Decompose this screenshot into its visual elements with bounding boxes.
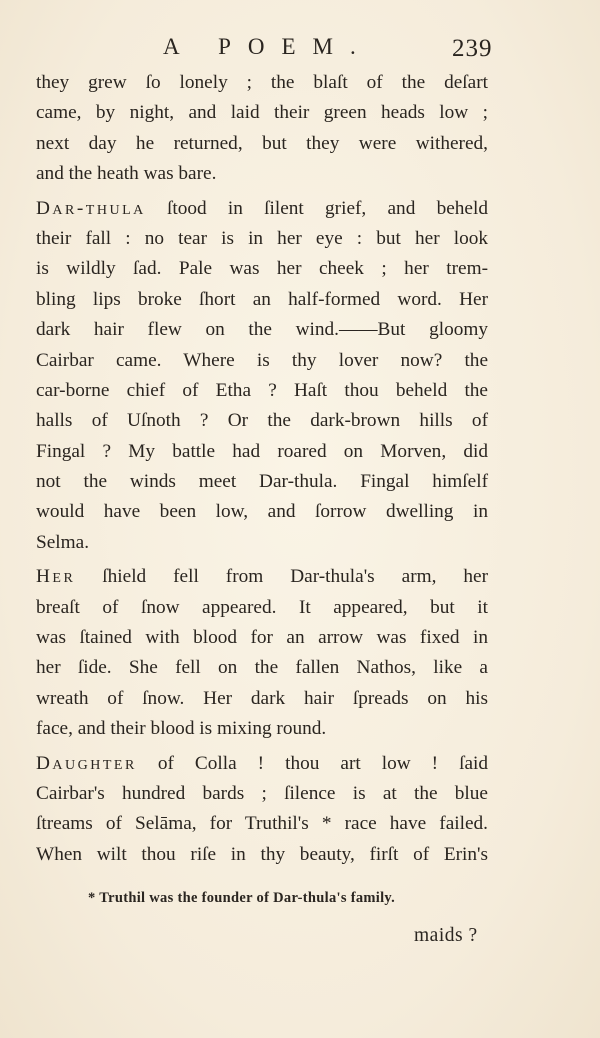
text-line: they grew ſo lonely ; the blaſt of the deſart	[36, 72, 488, 93]
text-line: is wildly ſad. Pale was her cheek ; her trem-	[36, 258, 488, 280]
text-line: came, by night, and laid their green heads low ;	[36, 102, 488, 124]
text-line: Cairbar came. Where is thy lover now? the	[36, 349, 488, 371]
text-line: was ſtained with blood for an arrow was fixed in	[36, 627, 488, 649]
text-line: wreath of ſnow. Her dark hair ſpreads on his	[36, 687, 488, 709]
text-line: ſtreams of Selāma, for Truthil's * race have failed.	[36, 813, 488, 835]
running-head	[0, 34, 600, 64]
text-line: their fall : no tear is in her eye : but her look	[36, 227, 488, 249]
running-title: A POEM.	[163, 34, 373, 59]
page-number: 239	[452, 35, 493, 62]
paragraph-lead-word: Daughter	[36, 752, 137, 774]
text-line	[36, 562, 488, 592]
text-line: Selma.	[36, 531, 90, 553]
text-line: next day he returned, but they were withered,	[36, 132, 488, 154]
paragraph	[36, 194, 488, 559]
poem-body	[36, 68, 488, 870]
text-line: and the heath was bare.	[36, 163, 217, 185]
text-line: When wilt thou riſe in thy beauty, firſt of Erin's	[36, 843, 488, 865]
text-line: breaſt of ſnow appeared. It appeared, but it	[36, 596, 488, 618]
text-line: Fingal ? My battle had roared on Morven, did	[36, 440, 488, 462]
footnote: * Truthil was the founder of Dar-thula's family.	[88, 890, 396, 906]
text-line: face, and their blood is mixing round.	[36, 718, 327, 740]
paragraph-lead-word: Her	[36, 566, 76, 588]
text-line: not the winds meet Dar-thula. Fingal himſelf	[36, 471, 488, 493]
text-line-rest: of Colla ! thou art low ! ſaid	[136, 752, 488, 774]
text-line: her ſide. She fell on the fallen Nathos, like a	[36, 657, 488, 679]
text-line: halls of Uſnoth ? Or the dark-brown hills of	[36, 410, 488, 432]
text-line	[36, 194, 488, 224]
text-line: car-borne chief of Etha ? Haſt thou beheld the	[36, 379, 488, 401]
paragraph	[36, 562, 488, 744]
paragraph	[36, 749, 488, 871]
text-line	[36, 749, 488, 779]
catchword: maids ?	[414, 925, 478, 946]
paragraph	[36, 68, 488, 190]
text-line-rest: ſtood in ſilent grief, and beheld	[145, 197, 488, 219]
text-line: bling lips broke ſhort an half-formed word. Her	[36, 288, 488, 310]
text-line: Cairbar's hundred bards ; ſilence is at the blue	[36, 782, 488, 804]
text-line: dark hair flew on the wind.——But gloomy	[36, 319, 488, 341]
text-line: would have been low, and ſorrow dwelling in	[36, 501, 488, 523]
paragraph-lead-word: Dar-thula	[36, 197, 146, 219]
text-line-rest: ſhield fell from Dar-thula's arm, her	[75, 566, 488, 588]
